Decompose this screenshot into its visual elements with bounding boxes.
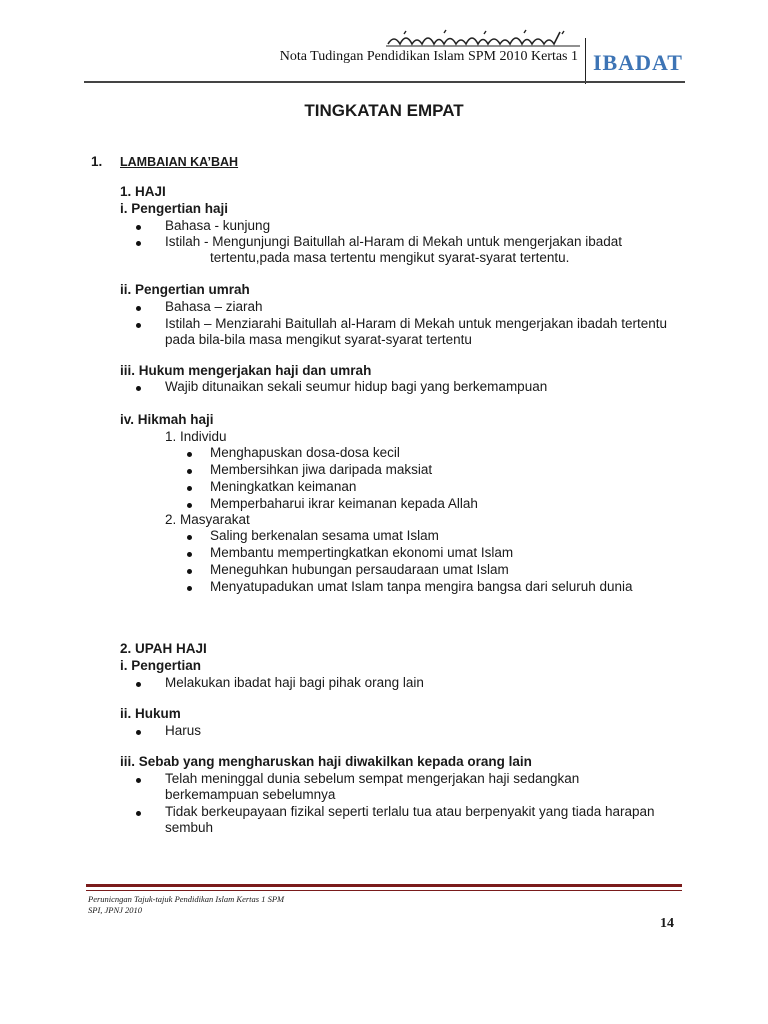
header-divider xyxy=(585,38,586,84)
bullet-icon xyxy=(187,586,192,591)
bullet-icon xyxy=(187,569,192,574)
footer-rule-thin xyxy=(86,890,682,891)
bullet-icon xyxy=(136,682,141,687)
hukum-haji-item: Wajib ditunaikan sekali seumur hidup bagi yang berkemampuan xyxy=(165,379,548,394)
bullet-icon xyxy=(136,811,141,816)
list-item: Meneguhkan hubungan persaudaraan umat Islam xyxy=(210,562,509,577)
arabic-calligraphy-logo xyxy=(384,28,584,50)
upah-pengertian-heading: i. Pengertian xyxy=(120,658,202,673)
hukum-haji-heading: iii. Hukum mengerjakan haji dan umrah xyxy=(120,363,372,378)
bullet-icon xyxy=(136,225,141,230)
umrah-istilah-line2: pada bila-bila masa mengikut syarat-syarat tertentu xyxy=(165,332,472,347)
haji-bahasa: Bahasa - kunjung xyxy=(165,218,271,233)
bullet-icon xyxy=(187,469,192,474)
bullet-icon xyxy=(136,778,141,783)
list-item: Membantu mempertingkatkan ekonomi umat Islam xyxy=(210,545,514,560)
list-item: Saling berkenalan sesama umat Islam xyxy=(210,528,439,543)
bullet-icon xyxy=(187,486,192,491)
haji-istilah-line2: tertentu,pada masa tertentu mengikut syarat-syarat tertentu. xyxy=(210,250,570,265)
list-item: Memperbaharui ikrar keimanan kepada Allah xyxy=(210,496,478,511)
umrah-bahasa: Bahasa – ziarah xyxy=(165,299,263,314)
bullet-icon xyxy=(187,452,192,457)
haji-istilah-line1: Istilah - Mengunjungi Baitullah al-Haram di Mekah untuk mengerjakan ibadat xyxy=(165,234,623,249)
header-section-tag: IBADAT xyxy=(593,50,683,75)
list-item: Membersihkan jiwa daripada maksiat xyxy=(210,462,433,477)
list-item: Menghapuskan dosa-dosa kecil xyxy=(210,445,400,460)
pengertian-umrah-heading: ii. Pengertian umrah xyxy=(120,282,250,297)
bullet-icon xyxy=(136,306,141,311)
header-rule xyxy=(84,81,685,83)
upah-hukum-item: Harus xyxy=(165,723,202,738)
bullet-icon xyxy=(136,241,141,246)
bullet-icon xyxy=(136,323,141,328)
list-item: Menyatupadukan umat Islam tanpa mengira bangsa dari seluruh dunia xyxy=(210,579,633,594)
upah-pengertian-item: Melakukan ibadat haji bagi pihak orang lain xyxy=(165,675,424,690)
hikmah-masyarakat-label: 2. Masyarakat xyxy=(165,512,250,527)
pengertian-haji-heading: i. Pengertian haji xyxy=(120,201,229,216)
footer-line2: SPI, JPNJ 2010 xyxy=(88,905,143,915)
hikmah-individu-label: 1. Individu xyxy=(165,429,227,444)
haji-heading: 1. HAJI xyxy=(120,184,166,199)
upah-sebab-heading: iii. Sebab yang mengharuskan haji diwakilkan kepada orang lain xyxy=(120,754,532,769)
bullet-icon xyxy=(136,386,141,391)
footer-rule xyxy=(86,884,682,887)
sebab-item1-line2: berkemampuan sebelumnya xyxy=(165,787,336,802)
sebab-item1-line1: Telah meninggal dunia sebelum sempat mengerjakan haji sedangkan xyxy=(165,771,580,786)
bullet-icon xyxy=(187,503,192,508)
hikmah-haji-heading: iv. Hikmah haji xyxy=(120,412,214,427)
topic-title: LAMBAIAN KA’BAH xyxy=(120,155,239,169)
sebab-item2-line2: sembuh xyxy=(165,820,214,835)
bullet-icon xyxy=(187,552,192,557)
bullet-icon xyxy=(187,535,192,540)
upah-hukum-heading: ii. Hukum xyxy=(120,706,181,721)
bullet-icon xyxy=(136,730,141,735)
page-title: TINGKATAN EMPAT xyxy=(304,101,464,120)
list-item: Meningkatkan keimanan xyxy=(210,479,357,494)
sebab-item2-line1: Tidak berkeupayaan fizikal seperti terlalu tua atau berpenyakit yang tiada harapan xyxy=(165,804,655,819)
topic-number: 1. xyxy=(91,154,103,169)
header-doc-title: Nota Tudingan Pendidikan Islam SPM 2010 Kertas 1 xyxy=(279,49,578,64)
umrah-istilah-line1: Istilah – Menziarahi Baitullah al-Haram di Mekah untuk mengerjakan ibadah tertentu xyxy=(165,316,668,331)
upah-haji-heading: 2. UPAH HAJI xyxy=(120,641,207,656)
footer-line1: Perunicngan Tajuk-tajuk Pendidikan Islam Kertas 1 SPM xyxy=(88,894,285,904)
page-number: 14 xyxy=(660,916,674,931)
